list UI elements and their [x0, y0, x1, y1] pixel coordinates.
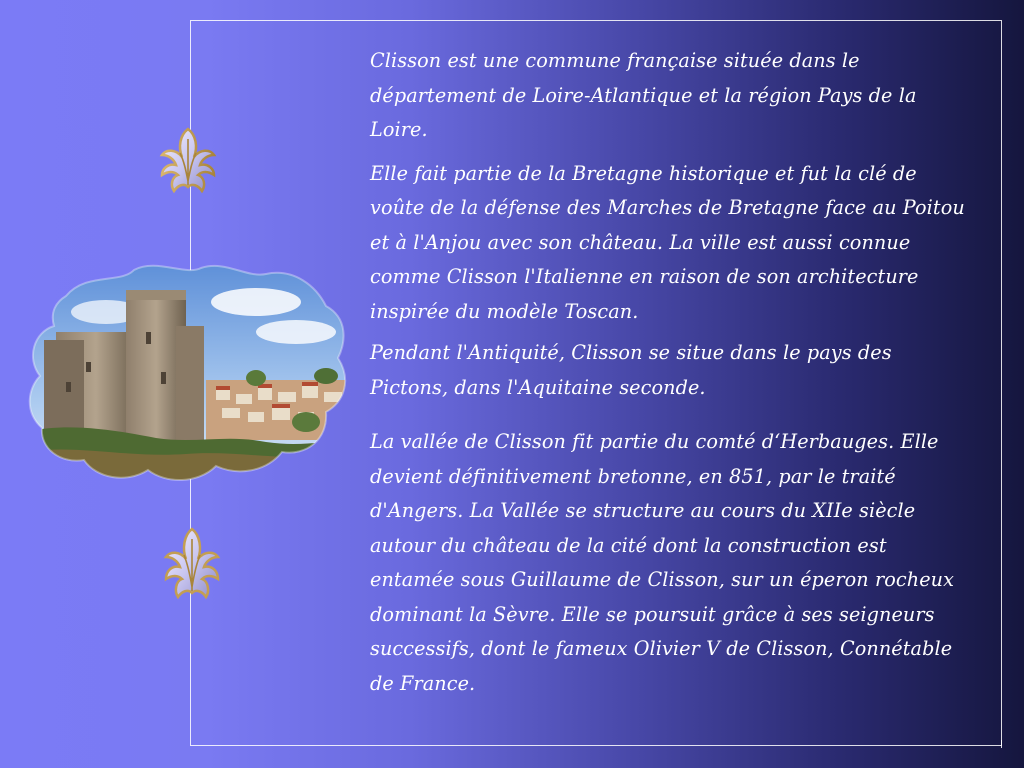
acanthus-leaf-ornament-icon	[158, 125, 218, 200]
paragraph-valley: La vallée de Clisson fit partie du comté d‘Herbauges. Elle devient définitivement bretonne, en 851, par le traité d'Angers. La Vallée se structure au cours du XIIe siècle autour du château de la cité dont la construction est entamée sous Guillaume de Clisson, sur un éperon rocheux dominant la Sèvre. Elle se poursuit grâce à ses seigneurs successifs, dont le fameux Olivier V de Clisson, Connétable de France.	[370, 430, 955, 695]
article-text	[370, 44, 975, 701]
paragraph-intro: Clisson est une commune française située dans le département de Loire-Atlantique et la région Pays de la Loire.	[370, 49, 917, 141]
castle-photo	[26, 262, 352, 488]
paragraph-antiquity: Pendant l'Antiquité, Clisson se situe dans le pays des Pictons, dans l'Aquitaine seconde.	[370, 341, 892, 399]
acanthus-leaf-ornament-icon	[162, 525, 222, 605]
frame-corner-tick	[1001, 740, 1002, 748]
paragraph-history: Elle fait partie de la Bretagne historique et fut la clé de voûte de la défense des Marches de Bretagne face au Poitou et à l'Anjou avec son château. La ville est aussi connue comme Clisson l'Italienne en raison de son architecture inspirée du modèle Toscan.	[370, 161, 965, 323]
